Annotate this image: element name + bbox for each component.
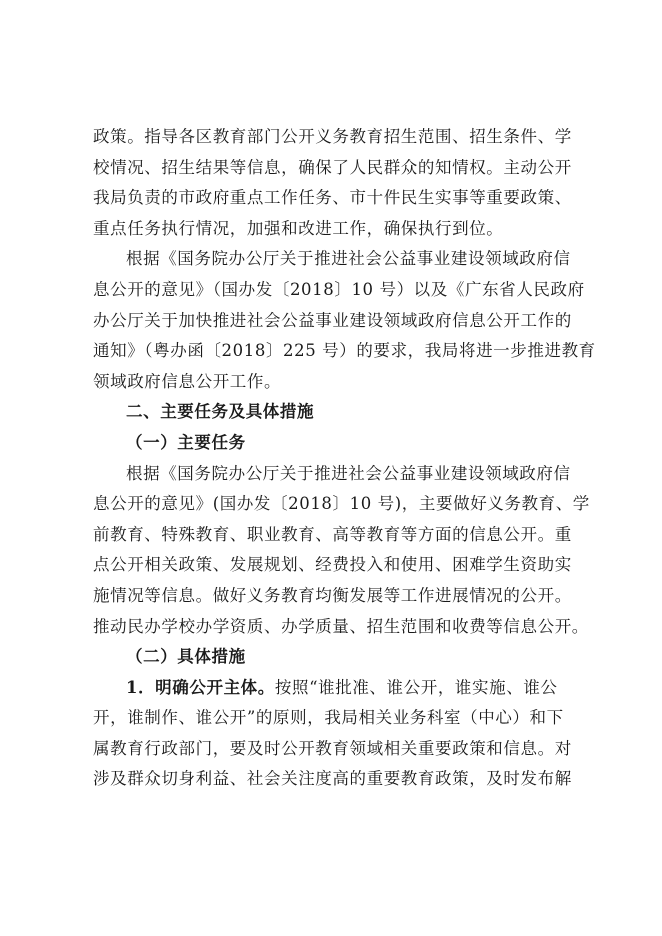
paragraph-line: 办公厅关于加快推进社会公益事业建设领域政府信息公开工作的 [93, 310, 572, 330]
paragraph-line: 息公开的意见》(国办发〔2018〕10 号)，主要做好义务教育、学 [93, 494, 590, 514]
paragraph-1 [93, 122, 581, 244]
paragraph-line: 通知》（粤办函〔2018〕225 号）的要求，我局将进一步推进教育 [93, 341, 596, 361]
subsection-heading: （一）主要任务 [126, 432, 246, 452]
paragraph-line: 前教育、特殊教育、职业教育、高等教育等方面的信息公开。重 [93, 524, 572, 544]
subsection-heading: （二）具体措施 [126, 647, 246, 667]
paragraph-line: 政策。指导各区教育部门公开义务教育招生范围、招生条件、学 [93, 127, 572, 146]
paragraph-lead-line [93, 673, 581, 704]
section-heading: 二、主要任务及具体措施 [126, 402, 315, 422]
paragraph-line: 我局负责的市政府重点工作任务、市十件民生实事等重要政策、 [93, 188, 572, 208]
paragraph-2 [93, 244, 596, 397]
paragraph-line: 涉及群众切身利益、社会关注度高的重要教育政策，及时发布解 [93, 769, 572, 789]
paragraph-line: 根据《国务院办公厅关于推进社会公益事业建设领域政府信 [126, 463, 571, 483]
measure-text: 按照“谁批准、谁公开，谁实施、谁公 [274, 677, 558, 697]
paragraph-line: 施情况等信息。做好义务教育均衡发展等工作进展情况的公开。 [93, 585, 572, 605]
paragraph-line: 推动民办学校办学资质、办学质量、招生范围和收费等信息公开。 [93, 616, 589, 636]
document-body [93, 122, 596, 795]
paragraph-line: 点公开相关政策、发展规划、经费投入和使用、困难学生资助实 [93, 555, 572, 575]
paragraph-line: 开，谁制作、谁公开”的原则，我局相关业务科室（中心）和下 [93, 708, 564, 728]
measure-title: 1．明确公开主体。 [126, 677, 275, 697]
paragraph-line: 息公开的意见》（国办发〔2018〕10 号）以及《广东省人民政府 [93, 279, 585, 299]
paragraph-line: 重点任务执行情况，加强和改进工作，确保执行到位。 [93, 218, 504, 238]
paragraph-line: 领域政府信息公开工作。 [93, 371, 282, 391]
paragraph-line: 属教育行政部门，要及时公开教育领域相关重要政策和信息。对 [93, 738, 572, 758]
paragraph-4 [93, 673, 581, 795]
paragraph-line: 根据《国务院办公厅关于推进社会公益事业建设领域政府信 [126, 249, 571, 269]
paragraph-3 [93, 459, 590, 643]
paragraph-line: 校情况、招生结果等信息，确保了人民群众的知情权。主动公开 [93, 157, 572, 177]
